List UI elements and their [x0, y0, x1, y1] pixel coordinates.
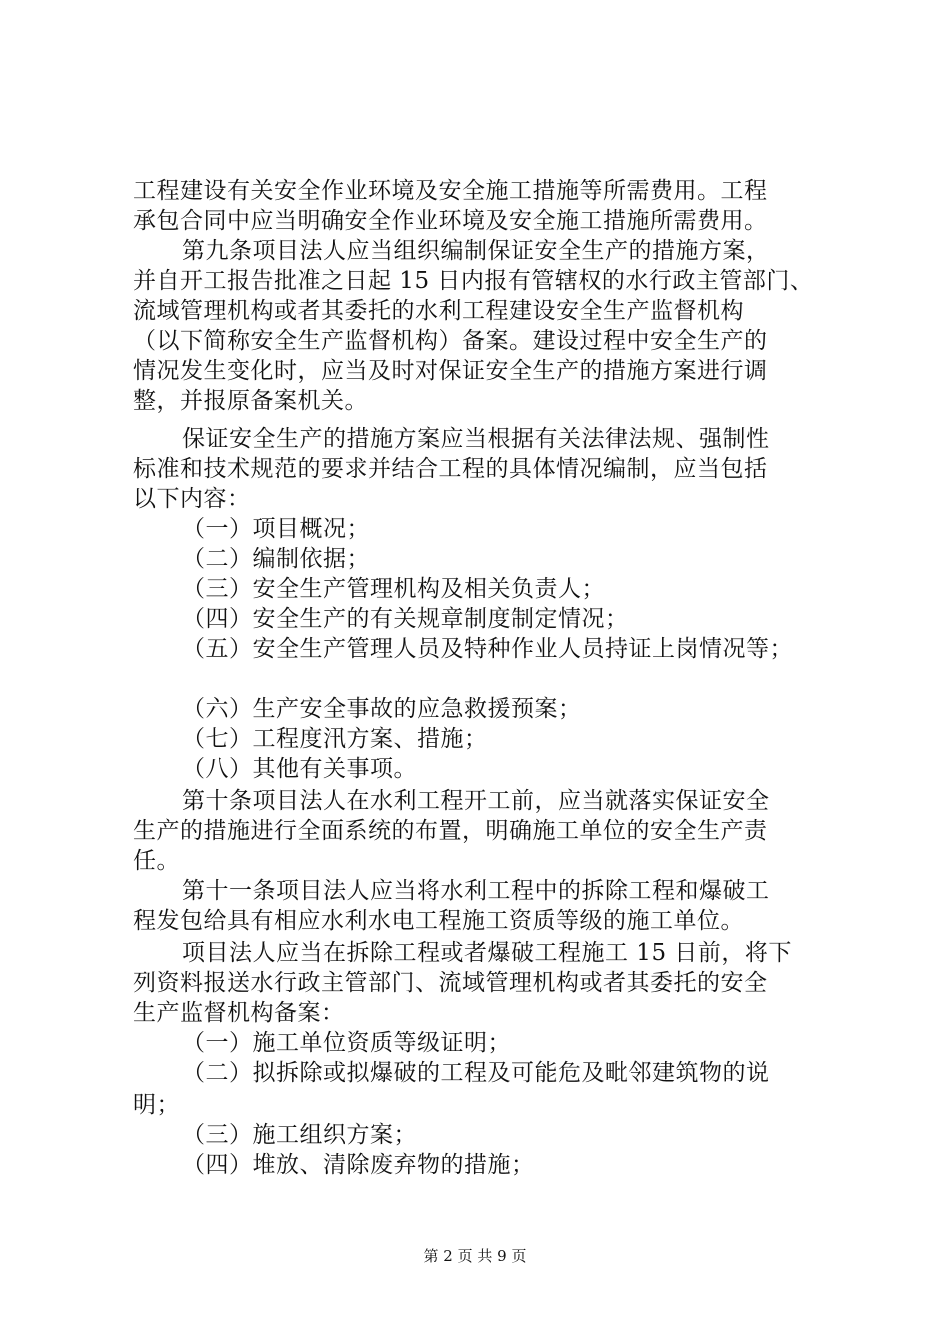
list-item: （二）拟拆除或拟爆破的工程及可能危及毗邻建筑物的说	[182, 1060, 770, 1086]
list-item: （七）工程度汛方案、措施；	[182, 726, 488, 752]
list-item: （六）生产安全事故的应急救援预案；	[182, 696, 582, 722]
text-line: 承包合同中应当明确安全作业环境及安全施工措施所需费用。	[133, 208, 768, 234]
list-item: （一）施工单位资质等级证明；	[182, 1030, 511, 1056]
list-item: （五）安全生产管理人员及特种作业人员持证上岗情况等；	[182, 636, 793, 662]
list-item: （二）编制依据；	[182, 546, 370, 572]
list-item: （八）其他有关事项。	[182, 756, 417, 782]
list-item: （四）安全生产的有关规章制度制定情况；	[182, 606, 629, 632]
text-line: 程发包给具有相应水利水电工程施工资质等级的施工单位。	[133, 908, 744, 934]
list-item: （一）项目概况；	[182, 516, 370, 542]
text-line: （以下简称安全生产监督机构）备案。建设过程中安全生产的	[133, 328, 768, 354]
text-line: 标准和技术规范的要求并结合工程的具体情况编制，应当包括	[133, 456, 768, 482]
text-line: 情况发生变化时，应当及时对保证安全生产的措施方案进行调	[133, 358, 768, 384]
text-line: 整，并报原备案机关。	[133, 388, 368, 414]
text-line: 列资料报送水行政主管部门、流域管理机构或者其委托的安全	[133, 970, 768, 996]
page-footer: 第 2 页 共 9 页	[423, 1247, 527, 1265]
text-line: 流域管理机构或者其委托的水利工程建设安全生产监督机构	[133, 298, 744, 324]
text-line: 第九条项目法人应当组织编制保证安全生产的措施方案，	[182, 238, 770, 264]
list-item: （三）施工组织方案；	[182, 1122, 417, 1148]
text-line: 保证安全生产的措施方案应当根据有关法律法规、强制性	[182, 426, 770, 452]
list-item: （四）堆放、清除废弃物的措施；	[182, 1152, 535, 1178]
text-line: 第十条项目法人在水利工程开工前，应当就落实保证安全	[182, 788, 770, 814]
list-item: 明；	[133, 1092, 180, 1118]
list-item: （三）安全生产管理机构及相关负责人；	[182, 576, 605, 602]
text-line: 工程建设有关安全作业环境及安全施工措施等所需费用。工程	[133, 178, 768, 204]
text-line: 第十一条项目法人应当将水利工程中的拆除工程和爆破工	[182, 878, 770, 904]
text-line: 生产监督机构备案：	[133, 1000, 345, 1026]
text-line: 项目法人应当在拆除工程或者爆破工程施工 15 日前，将下	[182, 940, 792, 966]
text-line: 并自开工报告批准之日起 15 日内报有管辖权的水行政主管部门、	[133, 268, 814, 294]
text-line: 任。	[133, 848, 180, 874]
text-line: 以下内容：	[133, 486, 251, 512]
text-line: 生产的措施进行全面系统的布置，明确施工单位的安全生产责	[133, 818, 768, 844]
